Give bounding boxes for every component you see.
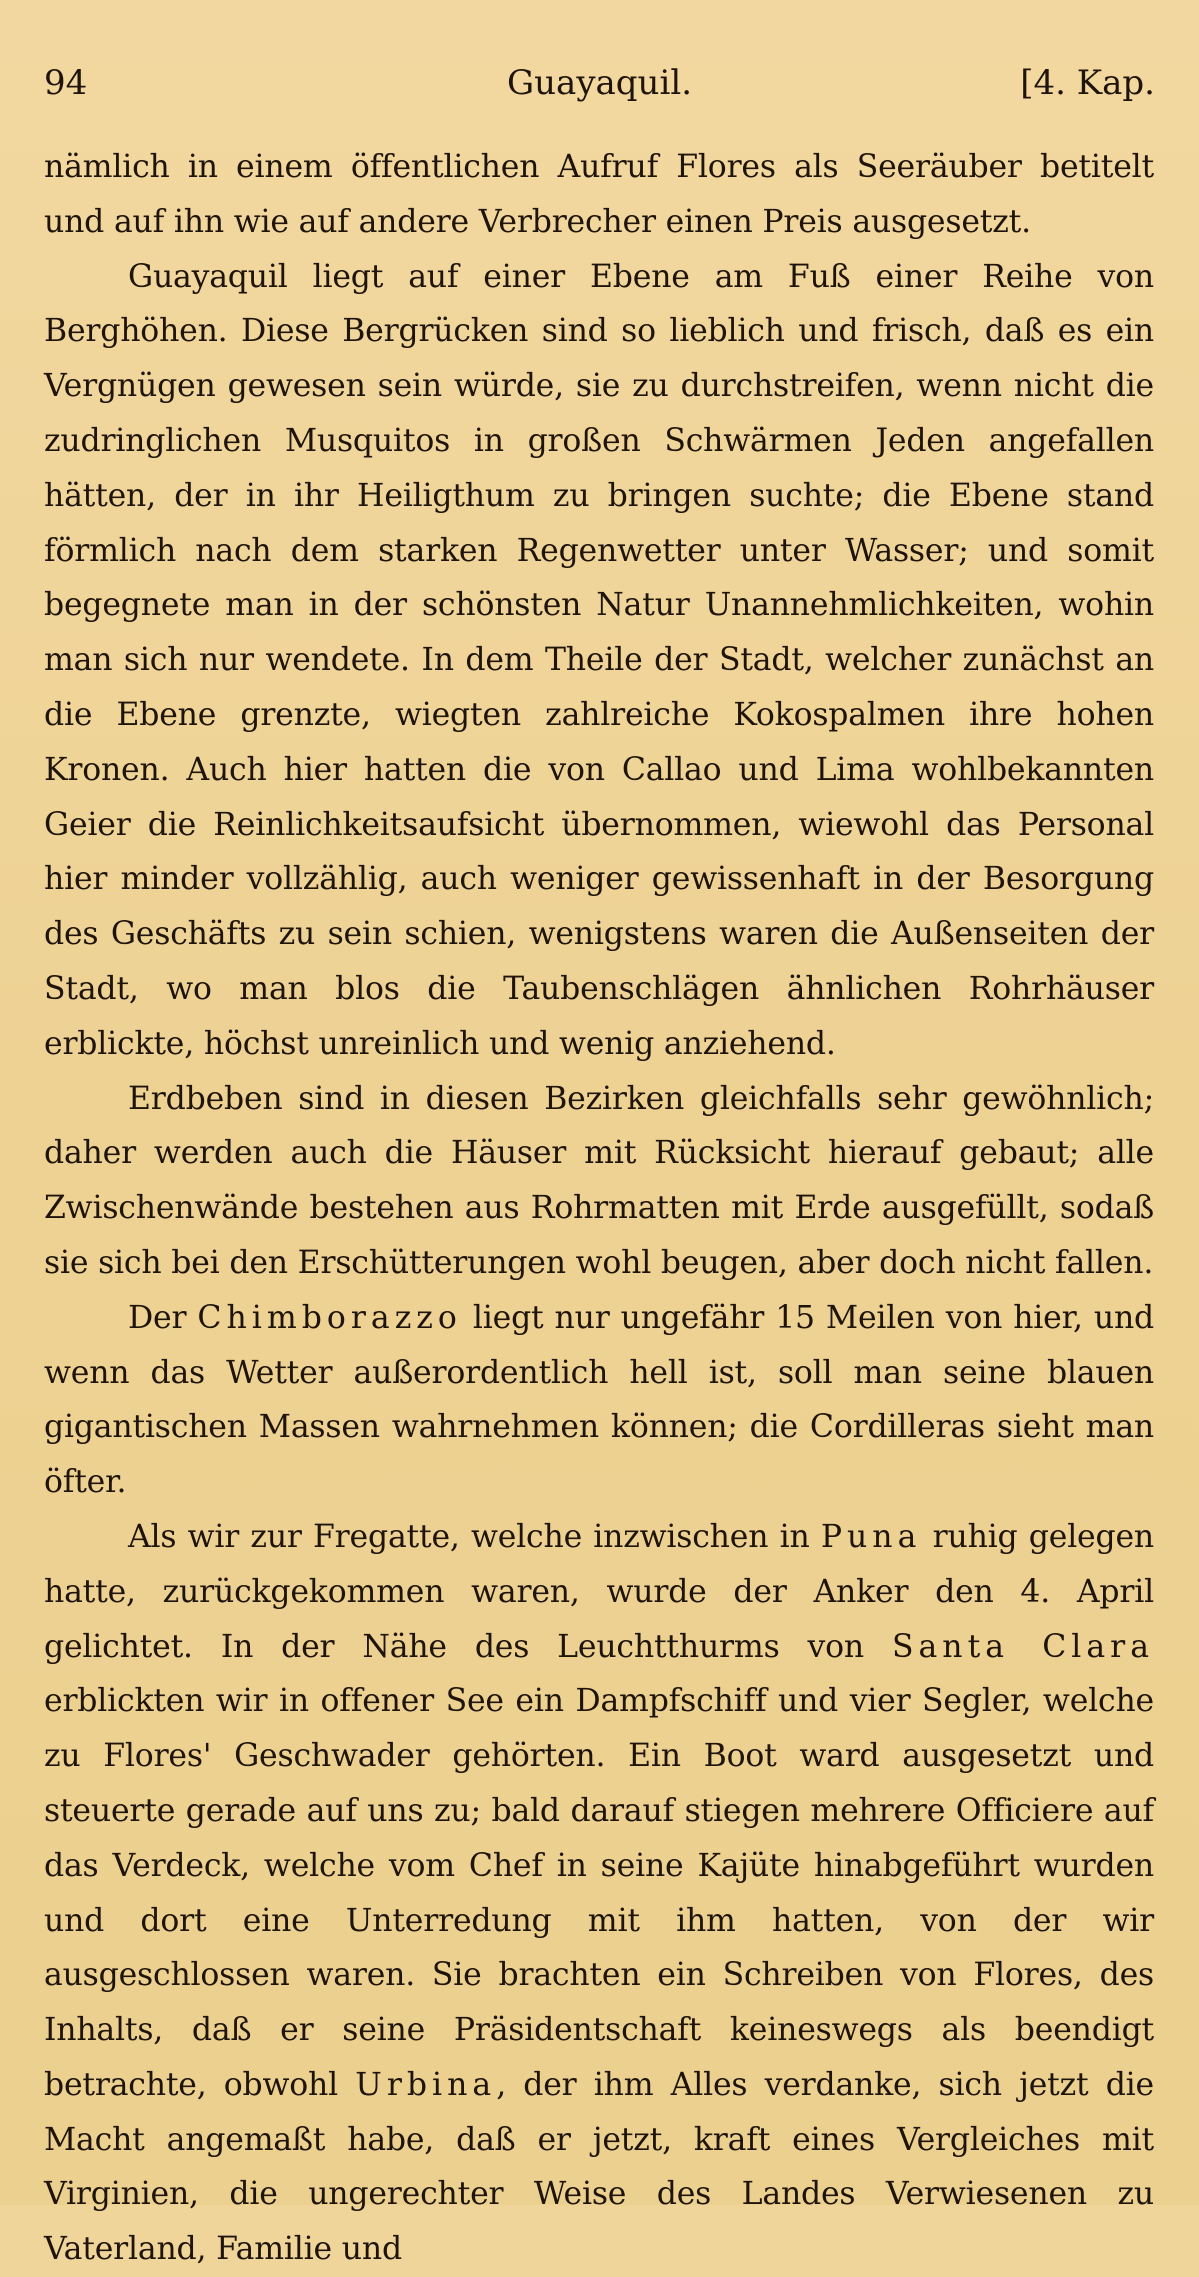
text-segment: erblickten wir in offener See ein Dampfschiff und vier Segler, welche zu Flores' Geschwader gehörten. Ein Boot ward ausgesetzt und steuerte gerade auf uns zu; bald darauf stiegen mehrere Officiere auf das Verdeck, welche vom Chef in seine Kajüte hinabgeführt wurden und dort eine Unterredung mit ihm hatten, von der wir ausgeschlossen waren. Sie brachten ein Schreiben von Flores, des Inhalts, daß er seine Präsidentschaft keineswegs als beendigt betrachte, obwohl — [44, 1683, 1154, 2103]
emphasized-name: Chimborazzo — [197, 1299, 462, 1336]
text-segment: nämlich in einem öffentlichen Aufruf Flores als Seeräuber betitelt und auf ihn wie auf andere Verbrecher einen Preis ausgesetzt. — [44, 149, 1154, 240]
emphasized-name: Puna — [820, 1518, 922, 1555]
running-title: Guayaquil. — [506, 63, 693, 103]
paragraph — [44, 250, 1154, 1072]
text-segment: liegt nur ungefähr 15 Meilen von hier, und wenn das Wetter außerordentlich hell ist, soll man seine blauen gigantischen Massen wahrnehmen können; die Cordilleras sieht man öfter. — [44, 1299, 1154, 1501]
emphasized-name: Urbina — [355, 2066, 497, 2103]
paragraph — [44, 140, 1154, 250]
chapter-label: [4. Kap. — [1020, 63, 1155, 103]
body-text — [44, 140, 1154, 2277]
text-segment: ruhig gelegen hatte, zurückgekommen waren, wurde der Anker den 4. April gelichtet. In der Nähe des Leuchtthurms von — [44, 1518, 1154, 1665]
page-number: 94 — [44, 63, 88, 103]
running-head — [44, 58, 1155, 108]
text-segment: Der — [128, 1299, 198, 1336]
text-segment: , der ihm Alles verdanke, sich jetzt die Macht angemaßt habe, daß er jetzt, kraft eines Vergleiches mit Virginien, die ungerechter Weise des Landes Verwiesenen zu Vaterland, Familie und — [44, 2066, 1154, 2268]
paragraph — [44, 1510, 1154, 2277]
paragraph — [44, 1291, 1154, 1510]
paragraph — [44, 1072, 1154, 1291]
emphasized-name: Santa Clara — [891, 1628, 1154, 1665]
text-segment: Guayaquil liegt auf einer Ebene am Fuß einer Reihe von Berghöhen. Diese Bergrücken sind so lieblich und frisch, daß es ein Vergnügen gewesen sein würde, sie zu durchstreifen, wenn nicht die zudringlichen Musquitos in großen Schwärmen Jeden angefallen hätten, der in ihr Heiligthum zu bringen suchte; die Ebene stand förmlich nach dem starken Regenwetter unter Wasser; und somit begegnete man in der schönsten Natur Unannehmlichkeiten, wohin man sich nur wendete. In dem Theile der Stadt, welcher zunächst an die Ebene grenzte, wiegten zahlreiche Kokospalmen ihre hohen Kronen. Auch hier hatten die von Callao und Lima wohlbekannten Geier die Reinlichkeitsaufsicht übernommen, wiewohl das Personal hier minder vollzählig, auch weniger gewissenhaft in der Besorgung des Geschäfts zu sein schien, wenigstens waren die Außenseiten der Stadt, wo man blos die Taubenschlägen ähnlichen Rohrhäuser erblickte, höchst unreinlich und wenig anziehend. — [44, 258, 1154, 1062]
text-segment: Erdbeben sind in diesen Bezirken gleichfalls sehr gewöhnlich; daher werden auch die Häuser mit Rücksicht hierauf gebaut; alle Zwischenwände bestehen aus Rohrmatten mit Erde ausgefüllt, sodaß sie sich bei den Erschütterungen wohl beugen, aber doch nicht fallen. — [44, 1080, 1154, 1281]
text-segment: Als wir zur Fregatte, welche inzwischen in — [128, 1518, 821, 1555]
